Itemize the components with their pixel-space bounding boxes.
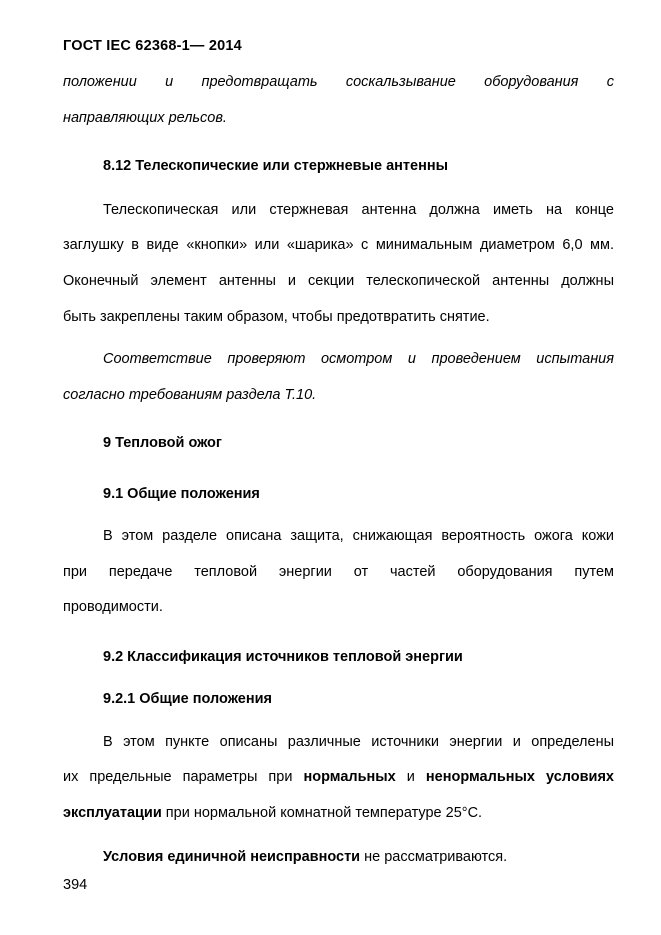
paragraph-line: заглушку в виде «кнопки» или «шарика» с минимальным диаметром 6,0 мм. xyxy=(63,237,614,253)
section-heading-9-2-1: 9.2.1 Общие положения xyxy=(103,691,272,707)
paragraph-line: положении и предотвращать соскальзывание оборудования с xyxy=(63,74,614,90)
paragraph-line: В этом разделе описана защита, снижающая вероятность ожога кожи xyxy=(103,528,614,544)
text-run: и xyxy=(395,769,426,785)
section-heading-8-12: 8.12 Телескопические или стержневые антенны xyxy=(103,158,448,174)
paragraph-line: быть закреплены таким образом, чтобы предотвратить снятие. xyxy=(63,309,490,325)
section-heading-9-1: 9.1 Общие положения xyxy=(103,486,260,502)
paragraph-line: проводимости. xyxy=(63,599,163,615)
section-heading-9-2: 9.2 Классификация источников тепловой энергии xyxy=(103,649,463,665)
text-run: при нормальной комнатной температуре 25°С. xyxy=(161,805,483,821)
page-number: 394 xyxy=(63,877,88,893)
term-abnormal-conditions: ненормальных условиях xyxy=(425,769,614,785)
document-header: ГОСТ IEC 62368-1— 2014 xyxy=(63,38,242,54)
paragraph-line: Телескопическая или стержневая антенна должна иметь на конце xyxy=(103,202,614,218)
term-single-fault-conditions: Условия единичной неисправности xyxy=(103,849,361,865)
text-run: их предельные параметры при xyxy=(63,769,304,785)
section-heading-9: 9 Тепловой ожог xyxy=(103,435,222,451)
term-operation: эксплуатации xyxy=(63,805,162,821)
text-run: не рассматриваются. xyxy=(360,849,508,865)
paragraph-line xyxy=(63,767,614,787)
document-page xyxy=(63,0,614,935)
paragraph-line xyxy=(63,803,614,823)
paragraph-line xyxy=(103,847,614,867)
paragraph-line: при передаче тепловой энергии от частей оборудования путем xyxy=(63,564,614,580)
paragraph-line: В этом пункте описаны различные источники энергии и определены xyxy=(103,734,614,750)
paragraph-line: согласно требованиям раздела Т.10. xyxy=(63,387,317,403)
paragraph-line: направляющих рельсов. xyxy=(63,110,227,126)
term-normal: нормальных xyxy=(303,769,396,785)
paragraph-line: Оконечный элемент антенны и секции телескопической антенны должны xyxy=(63,273,614,289)
paragraph-line: Соответствие проверяют осмотром и проведением испытания xyxy=(103,351,614,367)
